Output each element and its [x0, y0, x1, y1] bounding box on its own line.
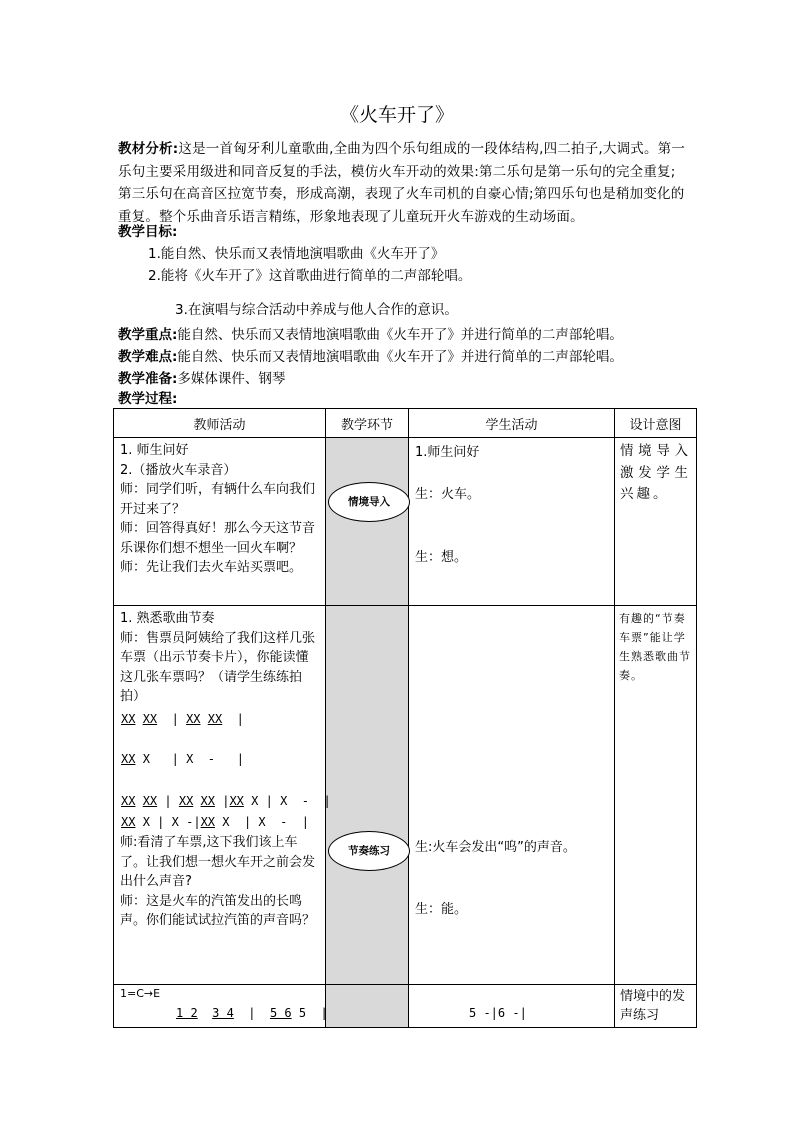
row2-student-cell — [409, 606, 615, 985]
rhythm-card-4: XX X | X -|XX X | X - | — [121, 815, 310, 829]
row1-teacher-cell — [114, 438, 326, 606]
rhythm-card-3: XX XX | XX XX |XX X | X - | — [121, 794, 331, 808]
row3-design-cell — [615, 985, 697, 1028]
row2-teacher-line: 师：这是火车的汽笛发出的长鸣声。你们能试试拉汽笛的声音吗？ — [120, 893, 316, 928]
analysis-paragraph — [118, 138, 686, 228]
row2-design-text: 有趣的“节奏车票”能让学生熟悉歌曲节奏。 — [619, 612, 691, 682]
row1-design-cell — [615, 438, 697, 606]
difficulties-line — [118, 346, 623, 368]
row1-stage-cell — [326, 438, 409, 606]
goal-item-3: 3.在演唱与综合活动中养成与他人合作的意识。 — [175, 302, 458, 318]
key-points-text: 能自然、快乐而又表情地演唱歌曲《火车开了》并进行简单的二声部轮唱。 — [177, 327, 623, 343]
rhythm-card-2: XX X | X - | — [121, 752, 244, 766]
stage-oval-intro: 情境导入 — [328, 482, 410, 522]
row1-teacher-line: 2.（播放火车录音） — [120, 462, 237, 478]
row1-student-cell — [409, 438, 615, 606]
warmup-notes: 1 2 3 4 | 5 6 5 | — [176, 1006, 328, 1020]
header-design: 设计意图 — [615, 409, 697, 438]
row2-stage-cell — [326, 606, 409, 985]
difficulties-label: 教学难点: — [118, 349, 178, 365]
difficulties-text: 能自然、快乐而又表情地演唱歌曲《火车开了》并进行简单的二声部轮唱。 — [177, 349, 623, 365]
row3-stage-cell — [326, 985, 409, 1028]
row2-design-cell — [615, 606, 697, 985]
row3-design-text: 情境中的发声练习 — [620, 989, 686, 1023]
row2-teacher-line: 师:看清了车票,这下我们该上车了。让我们想一想火车开之前会发出什么声音? — [120, 835, 316, 889]
preparation-text: 多媒体课件、钢琴 — [177, 371, 286, 387]
row2-teacher-cell — [114, 606, 331, 985]
header-student: 学生活动 — [409, 409, 615, 438]
preparation-label: 教学准备: — [118, 371, 178, 387]
row3-student-cell — [409, 985, 615, 1028]
key-points-line — [118, 324, 623, 346]
stage-oval-rhythm: 节奏练习 — [328, 831, 410, 871]
row1-student-line: 1.师生问好 — [415, 445, 480, 460]
row1-teacher-line: 师：回答得真好！那么今天这节音乐课你们想不想坐一回火车啊？ — [120, 521, 316, 556]
row2-student-line: 生:火车会发出“呜”的声音。 — [415, 840, 576, 855]
row1-student-line: 生：想。 — [415, 550, 468, 565]
row3-teacher-cell — [114, 985, 326, 1028]
key-points-label: 教学重点: — [118, 327, 178, 343]
header-teacher: 教师活动 — [114, 409, 326, 438]
goal-item-2: 2.能将《火车开了》这首歌曲进行简单的二声部轮唱。 — [148, 268, 472, 284]
row1-student-line: 生：火车。 — [415, 487, 481, 502]
row1-teacher-line: 师：同学们听，有辆什么车向我们开过来了？ — [120, 482, 316, 517]
row2-teacher-line: 1. 熟悉歌曲节奏 — [120, 611, 215, 626]
page-title: 《火车开了》 — [339, 104, 454, 126]
row1-design-text: 情境导入激发学生兴趣。 — [620, 443, 691, 502]
rhythm-card-1: XX XX | XX XX | — [121, 712, 244, 726]
header-stage: 教学环节 — [326, 409, 409, 438]
row1-teacher-line: 师：先让我们去火车站买票吧。 — [120, 560, 303, 575]
row1-teacher-line: 1. 师生问好 — [120, 443, 189, 458]
process-label: 教学过程: — [118, 391, 178, 407]
row2-student-line: 生：能。 — [415, 902, 468, 917]
key-signature: 1=C→E — [120, 987, 161, 1000]
preparation-line — [118, 368, 285, 390]
row3-student-notes: 5 -|6 -| — [469, 1006, 527, 1020]
analysis-label: 教材分析: — [118, 141, 179, 157]
goals-label: 教学目标: — [118, 224, 178, 240]
process-table — [113, 408, 697, 1028]
analysis-text: 这是一首匈牙利儿童歌曲,全曲为四个乐句组成的一段体结构,四二拍子,大调式。第一乐句主要采用级进和同音反复的手法，模仿火车开动的效果:第二乐句是第一乐句的完全重复;第三乐句在高音区拉宽节奏，形成高潮，表现了火车司机的自豪心情;第四乐句也是稍加变化的重复。整个乐曲音乐语言精练，形象地表现了儿童玩开火车游戏的生动场面。 — [118, 141, 686, 225]
goal-item-1: 1.能自然、快乐而又表情地演唱歌曲《火车开了》 — [148, 246, 445, 262]
row2-teacher-line: 师：售票员阿姨给了我们这样几张车票（出示节奏卡片），你能读懂这几张车票吗？（请学生练练拍拍） — [120, 630, 316, 704]
